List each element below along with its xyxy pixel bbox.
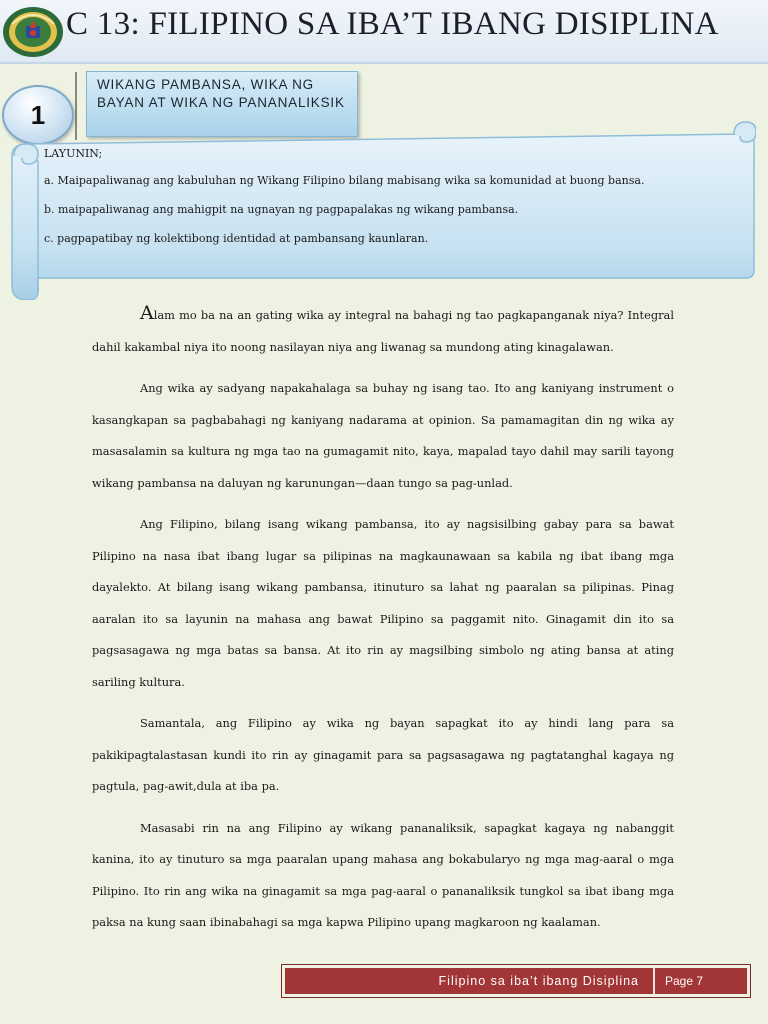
objective-item: a. Maipapaliwanag ang kabuluhan ng Wikang Filipino bilang mabisang wika sa komunidad at buong bansa. (44, 174, 645, 187)
paragraph-1 (92, 298, 674, 363)
paragraph-5: Masasabi rin na ang Filipino ay wikang pananaliksik, sapagkat kagaya ng nabanggit kanina, ito ay tinuturo sa mga paaralan upang mahasa ang bokabularyo ng mga mag-aaral o mga Pilipino. Ito rin ang wika na ginagamit sa mga pag-aaral o pananaliksik tungkol sa ibat ibang mga paksa na kung saan ibinabahagi sa mga kapwa Pilipino upang magkaroon ng kaalaman. (92, 820, 674, 929)
paragraph-2: Ang wika ay sadyang napakahalaga sa buhay ng isang tao. Ito ang kaniyang instrument o kasangkapan sa pagbabahagi ng kaniyang nadarama at opinion. Sa pamamagitan din ng wika ay masasalamin sa kultura ng mga tao na gumagamit nito, kaya, mapalad tayo dahil may sarili tayong wikang pambansa na daluyan ng karunungan—daan tungo sa pag-unlad. (92, 381, 674, 490)
article-body (92, 298, 674, 949)
footer-title: Filipino sa iba’t ibang Disiplina (285, 968, 655, 994)
objectives-block (44, 147, 744, 261)
footer-bar (285, 968, 747, 994)
paragraph-4: Samantala, ang Filipino ay wika ng bayan sapagkat ito ay hindi lang para sa pakikipagtalastasan kundi ito rin ay ginagamit para sa pagsasagawa ng pagtatanghal kagaya ng pagtula, pag-awit,dula at iba pa. (92, 716, 674, 793)
objective-item: b. maipapaliwanag ang mahigpit na ugnayan ng pagpapalakas ng wikang pambansa. (44, 203, 519, 216)
objectives-heading: LAYUNIN; (44, 147, 103, 160)
paragraph-1-text: lam mo ba na an gating wika ay integral na bahagi ng tao pagkapanganak niya? Integral dahil kakambal niya ito noong nasilayan niya ang liwanag sa mundong ating kinagalawan. (92, 308, 674, 354)
section-number-badge: 1 (2, 85, 74, 145)
objective-item: c. pagpapatibay ng kolektibong identidad at pambansang kaunlaran. (44, 232, 429, 245)
page-number: Page 7 (665, 974, 704, 988)
school-seal-logo (2, 6, 64, 58)
drop-cap-letter: A (140, 302, 154, 324)
page-footer (281, 964, 751, 998)
section-title-box: WIKANG PAMBANSA, WIKA NG BAYAN AT WIKA NG PANANALIKSIK (86, 71, 358, 137)
paragraph-3: Ang Filipino, bilang isang wikang pambansa, ito ay nagsisilbing gabay para sa bawat Pilipino na nasa ibat ibang lugar sa pilipinas na magkaunawaan sa kabila ng ibat ibang mga dayalekto. At bilang isang wikang pambansa, itinuturo sa lahat ng paaralan sa pilipinas. Pinag aaralan ito sa layunin na mahasa ang bawat Pilipino sa paggamit nito. Ginagamit din ito sa pagsasagawa ng mga batas sa bansa. At ito rin ay magsilbing simbolo ng ating bansa at ating sariling kultura. (92, 517, 674, 689)
course-title: C 13: FILIPINO SA IBA’T IBANG DISIPLINA (66, 6, 719, 42)
